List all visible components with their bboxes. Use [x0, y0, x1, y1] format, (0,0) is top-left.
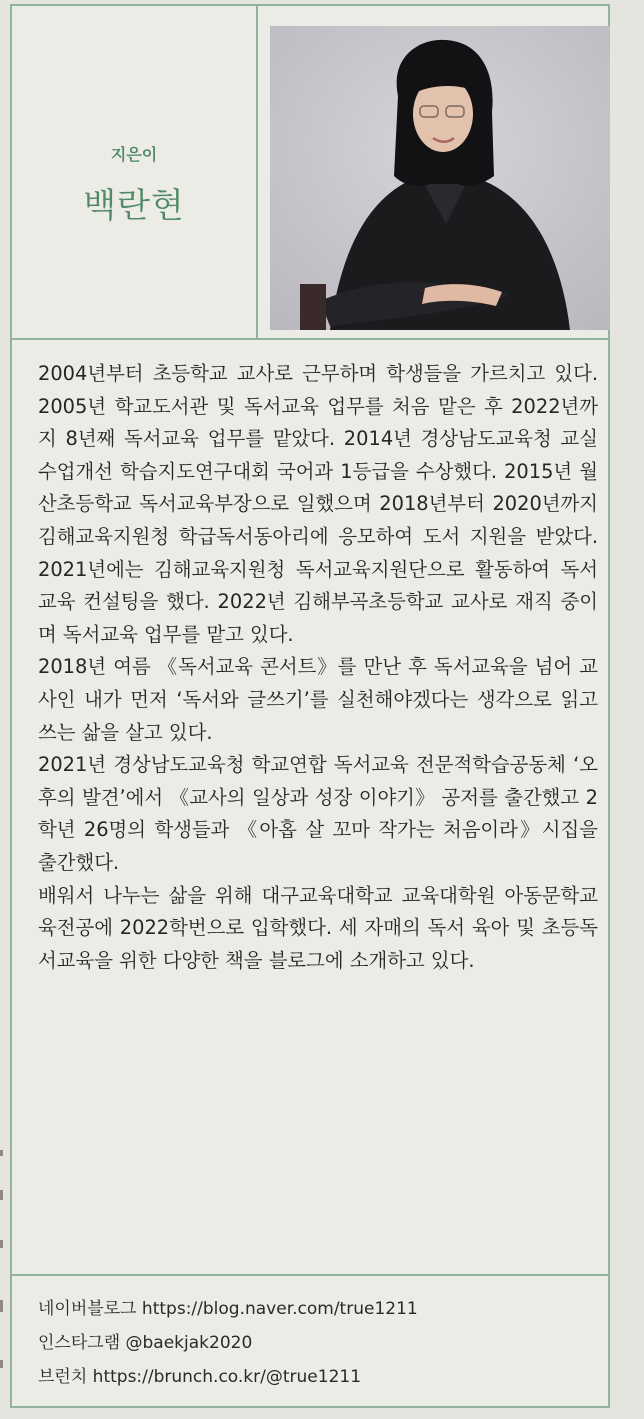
- social-links: [38, 1292, 598, 1394]
- instagram-link[interactable]: 인스타그램 @baekjak2020: [38, 1333, 253, 1353]
- bio-paragraph-3: 2021년 경상남도교육청 학교연합 독서교육 전문적학습공동체 ‘오후의 발견’에서 《교사의 일상과 성장 이야기》 공저를 출간했고 2학년 26명의 학생들과 《아홉 살 꼬마 작가는 처음이라》시집을 출간했다.: [38, 753, 598, 874]
- brunch-link[interactable]: 브런치 https://brunch.co.kr/@true1211: [38, 1367, 362, 1387]
- bio-paragraph-1: 2004년부터 초등학교 교사로 근무하며 학생들을 가르치고 있다. 2005년 학교도서관 및 독서교육 업무를 처음 맡은 후 2022년까지 8년째 독서교육 업무를 맡았다. 2014년 경상남도교육청 교실수업개선 학습지도연구대회 국어과 1등급을 수상했다. 2015년 월산초등학교 독서교육부장으로 일했으며 2018년부터 2020년까지 김해교육지원청 학급독서동아리에 응모하여 도서 지원을 받았다. 2021년에는 김해교육지원청 독서교육지원단으로 활동하여 독서교육 컨설팅을 했다. 2022년 김해부곡초등학교 교사로 재직 중이며 독서교육 업무를 맡고 있다.: [38, 362, 598, 646]
- author-profile-card: [10, 4, 610, 1408]
- author-label: 지은이: [110, 145, 158, 164]
- portrait-illustration: [270, 26, 610, 330]
- bio-paragraph-4: 배워서 나누는 삶을 위해 대구교육대학교 교육대학원 아동문학교육전공에 2022학번으로 입학했다. 세 자매의 독서 육아 및 초등독서교육을 위한 다양한 책을 블로그에 소개하고 있다.: [38, 883, 598, 972]
- author-name: 백란현: [83, 186, 185, 226]
- author-biography: [38, 358, 598, 977]
- bio-paragraph-2: 2018년 여름 《독서교육 콘서트》를 만난 후 독서교육을 넘어 교사인 내가 먼저 ‘독서와 글쓰기’를 실천해야겠다는 생각으로 읽고 쓰는 삶을 살고 있다.: [38, 655, 598, 744]
- links-divider: [12, 1274, 608, 1276]
- naver-blog-link[interactable]: 네이버블로그 https://blog.naver.com/true1211: [38, 1299, 418, 1319]
- header-divider: [256, 6, 258, 338]
- author-photo: [270, 26, 610, 330]
- page-edge-marks: [0, 1150, 4, 1410]
- profile-header: [12, 6, 608, 340]
